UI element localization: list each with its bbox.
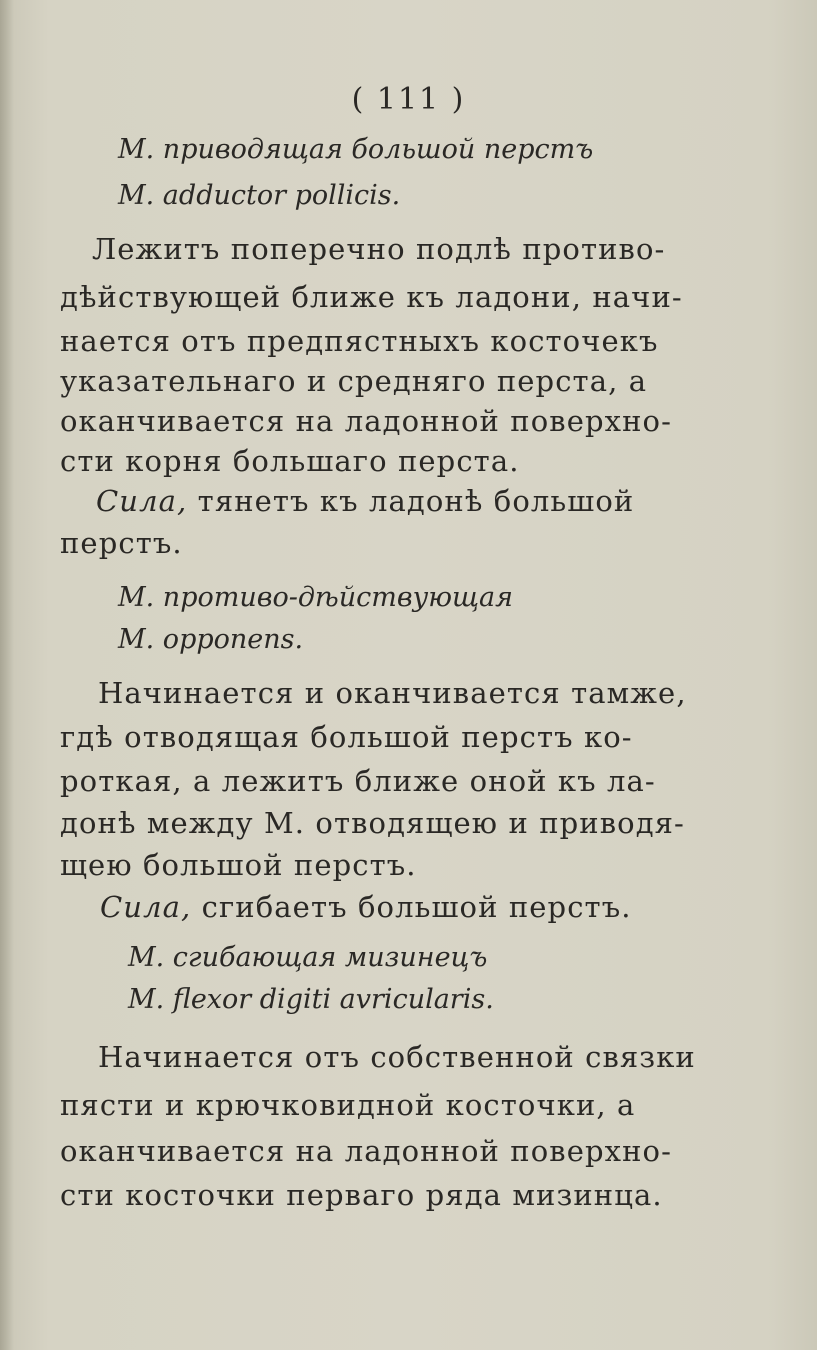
paragraph-line: оканчивается на ладонной поверхно- [60,1134,672,1168]
section-heading-latin: M. opponens. [118,624,304,655]
force-label: Сила, [96,484,188,518]
section-heading-russian: М. приводящая большой перстъ [118,134,594,165]
force-text: тянетъ къ ладонѣ большой [197,484,635,518]
paragraph-line: дѣйствующей ближе къ ладони, начи- [60,280,683,314]
force-line: перстъ. [60,526,183,560]
force-line [96,484,634,518]
section-heading-russian: М. противо-дѣйствующая [118,582,514,613]
section-heading-latin: M. flexor digiti avricularis. [128,984,494,1015]
paragraph-line: роткая, а лежитъ ближе оной къ ла- [60,764,656,798]
section-heading-latin: M. adductor pollicis. [118,180,401,211]
page-number: ( 111 ) [351,82,466,117]
paragraph-line: Начинается отъ собственной связки [98,1040,696,1074]
paragraph-line: оканчивается на ладонной поверхно- [60,404,672,438]
paragraph-line: щею большой перстъ. [60,848,417,882]
paragraph-line: указательнаго и средняго перста, а [60,364,648,398]
paragraph-line: сти косточки перваго ряда мизинца. [60,1178,663,1212]
paragraph-line: Лежитъ поперечно подлѣ противо- [92,232,666,266]
section-heading-russian: М. сгибающая мизинецъ [128,942,488,973]
force-label: Сила, [100,890,192,924]
paragraph-line: донѣ между М. отводящею и приводя- [60,806,685,840]
paragraph-line: гдѣ отводящая большой перстъ ко- [60,720,633,754]
paragraph-line: Начинается и оканчивается тамже, [98,676,687,710]
page-gutter-shadow [0,0,14,1350]
force-line [100,890,632,924]
paragraph-line: пясти и крючковидной косточки, а [60,1088,636,1122]
paragraph-line: сти корня большаго перста. [60,444,520,478]
force-text: сгибаетъ большой перстъ. [201,890,632,924]
paragraph-line: нается отъ предпястныхъ косточекъ [60,324,659,358]
